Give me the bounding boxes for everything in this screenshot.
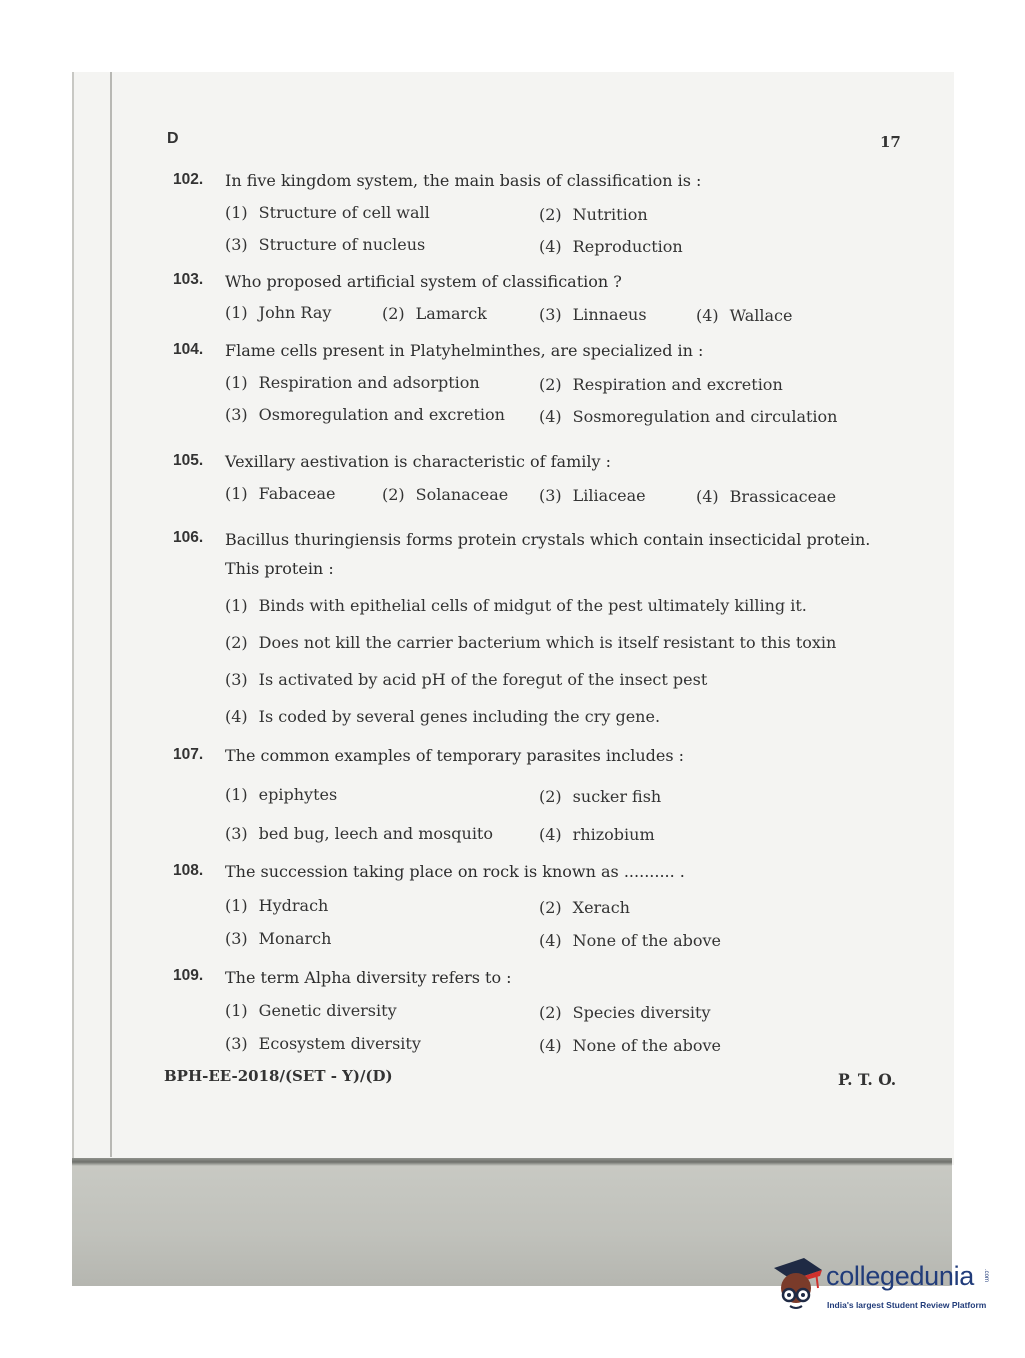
option: (2) sucker fish [539,787,662,806]
option: (4) rhizobium [539,825,655,844]
option: (3) Osmoregulation and excretion [225,405,505,424]
question-number: 102. [173,171,204,188]
option: (4) Brassicaceae [696,487,837,506]
option: (4) Sosmoregulation and circulation [539,407,838,426]
option: (3) Liliaceae [539,486,646,505]
option: (1) Genetic diversity [225,1001,397,1020]
question-text: The common examples of temporary parasites includes : [225,746,685,765]
question-text: Vexillary aestivation is characteristic of family : [225,452,612,471]
question-number: 109. [173,967,204,984]
logo-wordmark: collegedunia [826,1261,975,1291]
question-text: The term Alpha diversity refers to : [225,968,512,987]
option: (1) Hydrach [225,896,329,915]
option: (4) Reproduction [539,237,683,256]
option: (3) Monarch [225,929,332,948]
question-number: 108. [173,862,204,879]
exam-page [72,72,954,1165]
option: (1) epiphytes [225,785,338,804]
option: (1) John Ray [225,303,332,322]
question-number: 107. [173,746,204,763]
option: (1) Respiration and adsorption [225,373,480,392]
option: (4) None of the above [539,931,722,950]
question-text: Bacillus thuringiensis forms protein crystals which contain insecticidal protein. This protein : [225,530,871,578]
option: (4) Wallace [696,306,793,325]
option: (2) Does not kill the carrier bacterium which is itself resistant to this toxin [225,633,837,652]
question-number: 103. [173,271,204,288]
option: (3) Ecosystem diversity [225,1034,421,1053]
question-text: The succession taking place on rock is known as .......... . [225,862,685,881]
option: (3) Is activated by acid pH of the foregut of the insect pest [225,670,708,689]
question-text: Flame cells present in Platyhelminthes, are specialized in : [225,341,704,360]
option: (4) Is coded by several genes including the cry gene. [225,707,661,726]
option: (1) Structure of cell wall [225,203,430,222]
option: (2) Xerach [539,898,630,917]
question-text: In five kingdom system, the main basis of classification is : [225,171,702,190]
option: (3) bed bug, leech and mosquito [225,824,493,843]
question-number: 105. [173,452,204,469]
collegedunia-logo [768,1252,993,1322]
logo-tagline: India's largest Student Review Platform [827,1300,987,1310]
set-label: D [167,130,179,147]
option: (3) Structure of nucleus [225,235,426,254]
option: (2) Solanaceae [382,485,509,504]
option: (2) Species diversity [539,1003,711,1022]
option: (1) Fabaceae [225,484,336,503]
logo-suffix: .com [983,1269,989,1283]
option: (2) Lamarck [382,304,487,323]
mascot-icon [768,1254,824,1314]
option: (4) None of the above [539,1036,722,1055]
option: (3) Linnaeus [539,305,647,324]
pto-label: P. T. O. [838,1070,897,1089]
question-number: 104. [173,341,204,358]
option: (2) Respiration and excretion [539,375,783,394]
question-number: 106. [173,529,204,546]
option: (1) Binds with epithelial cells of midgut of the pest ultimately killing it. [225,596,807,615]
question-text: Who proposed artificial system of classification ? [225,272,622,291]
option: (2) Nutrition [539,205,648,224]
paper-code: BPH-EE-2018/(SET - Y)/(D) [164,1067,393,1085]
page-number: 17 [880,133,901,151]
